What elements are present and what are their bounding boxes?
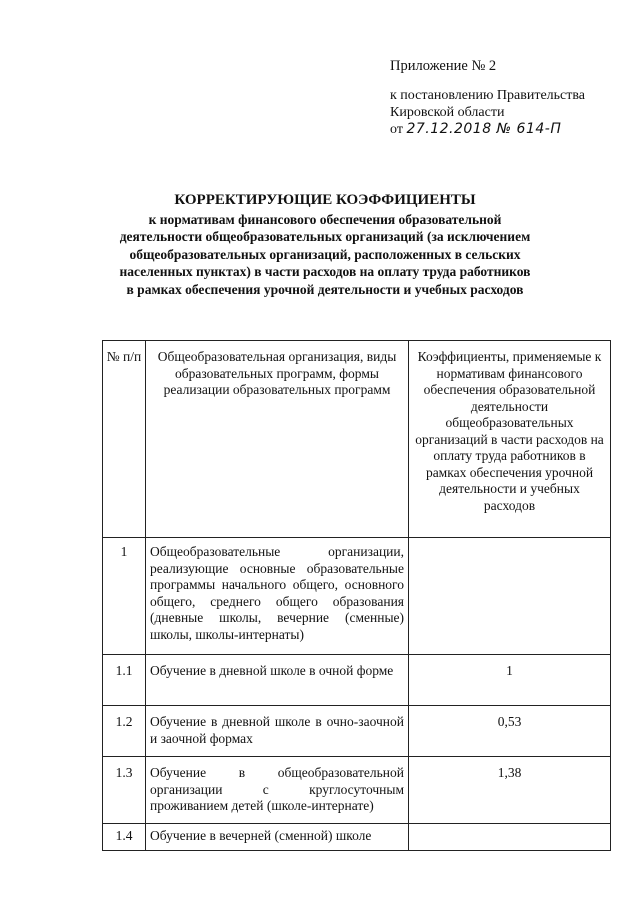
appendix-line-2: Кировской области bbox=[390, 105, 505, 120]
title-line-4: населенных пунктах) в части расходов на оплату труда работников bbox=[119, 264, 531, 279]
title-line-5: в рамках обеспечения урочной деятельности и учебных расходов bbox=[126, 281, 524, 297]
header-org: Общеобразовательная организация, виды образовательных программ, формы реализации образовательных программ bbox=[146, 341, 409, 538]
title-line-1: к нормативам финансового обеспечения образовательной bbox=[148, 211, 502, 227]
row-num: 1.2 bbox=[103, 706, 146, 757]
row-coef bbox=[409, 824, 611, 851]
appendix-number: Приложение № 2 bbox=[390, 58, 497, 74]
title-line-3: общеобразовательных организаций, расположенных в сельских bbox=[129, 246, 521, 262]
title-line-2: деятельности общеобразовательных организаций (за исключением bbox=[119, 229, 531, 244]
row-org: Обучение в дневной школе в очно-заочной и заочной формах bbox=[146, 706, 409, 757]
row-org: Общеобразовательные организации, реализующие основные образовательные программы начального общего, основного общего, среднего общего образования (дневные школы, вечерние (сменные) школы, школы-интернаты) bbox=[146, 538, 409, 655]
table-row bbox=[103, 824, 611, 851]
row-coef: 0,53 bbox=[409, 706, 611, 757]
table-row bbox=[103, 538, 611, 655]
header-num: № п/п bbox=[103, 341, 146, 538]
row-coef bbox=[409, 538, 611, 655]
row-org: Обучение в дневной школе в очной форме bbox=[146, 655, 409, 706]
appendix-date-line bbox=[390, 121, 630, 138]
header-coef: Коэффициенты, применяемые к нормативам финансового обеспечения образовательной деятельности общеобразовательных организаций в части расходов на оплату труда работников в рамках обеспечения урочной деятельности и учебных расходов bbox=[409, 341, 611, 538]
row-num: 1.1 bbox=[103, 655, 146, 706]
table-row bbox=[103, 757, 611, 824]
document-title bbox=[90, 192, 560, 298]
row-coef: 1 bbox=[409, 655, 611, 706]
title-main: КОРРЕКТИРУЮЩИЕ КОЭФФИЦИЕНТЫ bbox=[174, 192, 476, 208]
appendix-header bbox=[390, 58, 630, 138]
row-org: Обучение в вечерней (сменной) школе bbox=[146, 824, 409, 851]
date-prefix: от bbox=[390, 122, 403, 137]
coefficients-table bbox=[102, 340, 611, 851]
handwritten-date: 27.12.2018 № 614-П bbox=[406, 121, 562, 137]
table-header-row bbox=[103, 341, 611, 538]
row-num: 1.3 bbox=[103, 757, 146, 824]
row-num: 1 bbox=[103, 538, 146, 655]
appendix-line-1: к постановлению Правительства bbox=[390, 88, 586, 103]
row-org: Обучение в общеобразовательной организации с круглосуточным проживанием детей (школе-интернате) bbox=[146, 757, 409, 824]
row-coef: 1,38 bbox=[409, 757, 611, 824]
table-row bbox=[103, 706, 611, 757]
row-num: 1.4 bbox=[103, 824, 146, 851]
table-row bbox=[103, 655, 611, 706]
